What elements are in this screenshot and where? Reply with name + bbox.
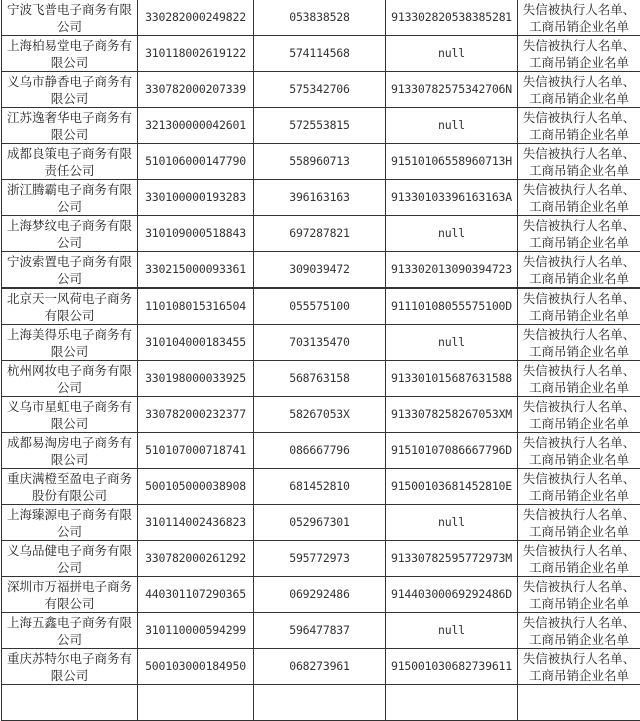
credit-code-cell: 91330782575342706N <box>386 72 518 108</box>
organization-code-cell: 575342706 <box>254 72 386 108</box>
table-row <box>2 36 640 72</box>
company-name-cell: 重庆满橙至盈电子商务股份有限公司 <box>2 469 138 505</box>
credit-code-cell: 91510106558960713H <box>386 144 518 180</box>
table-row <box>2 72 640 108</box>
registration-number-cell: 510106000147790 <box>138 144 254 180</box>
empty-cell <box>2 685 138 721</box>
credit-code-cell: null <box>386 613 518 649</box>
company-name-cell: 上海梦纹电子商务有限公司 <box>2 216 138 252</box>
credit-code-cell: 91330782595772973M <box>386 541 518 577</box>
credit-code-cell: null <box>386 505 518 541</box>
organization-code-cell: 58267053X <box>254 397 386 433</box>
registration-number-cell: 500105000038908 <box>138 469 254 505</box>
list-status-cell: 失信被执行人名单、工商吊销企业名单 <box>518 108 640 144</box>
credit-code-cell: 91330103396163163A <box>386 180 518 216</box>
company-name-cell: 宁波索置电子商务有限公司 <box>2 252 138 289</box>
table-row <box>2 0 640 36</box>
company-name-cell: 杭州网妆电子商务有限公司 <box>2 361 138 397</box>
table-row <box>2 108 640 144</box>
empty-cell <box>254 685 386 721</box>
list-status-cell: 失信被执行人名单、工商吊销企业名单 <box>518 144 640 180</box>
credit-code-cell: 91510107086667796D <box>386 433 518 469</box>
table-row <box>2 469 640 505</box>
table-row <box>2 288 640 325</box>
empty-cell <box>518 685 640 721</box>
registration-number-cell: 330782000261292 <box>138 541 254 577</box>
organization-code-cell: 558960713 <box>254 144 386 180</box>
registration-number-cell: 310104000183455 <box>138 325 254 361</box>
company-name-cell: 上海五鑫电子商务有限公司 <box>2 613 138 649</box>
company-name-cell: 义乌品健电子商务有限公司 <box>2 541 138 577</box>
list-status-cell: 失信被执行人名单、工商吊销企业名单 <box>518 0 640 36</box>
list-status-cell: 失信被执行人名单、工商吊销企业名单 <box>518 72 640 108</box>
organization-code-cell: 068273961 <box>254 649 386 685</box>
list-status-cell: 失信被执行人名单、工商吊销企业名单 <box>518 361 640 397</box>
list-status-cell: 失信被执行人名单、工商吊销企业名单 <box>518 541 640 577</box>
credit-code-cell: 91440300069292486D <box>386 577 518 613</box>
company-table <box>1 0 640 721</box>
credit-code-cell: null <box>386 108 518 144</box>
company-name-cell: 上海柏易堂电子商务有限公司 <box>2 36 138 72</box>
list-status-cell: 失信被执行人名单、工商吊销企业名单 <box>518 252 640 289</box>
company-name-cell: 义乌市静香电子商务有限公司 <box>2 72 138 108</box>
registration-number-cell: 330782000207339 <box>138 72 254 108</box>
organization-code-cell: 055575100 <box>254 288 386 325</box>
organization-code-cell: 396163163 <box>254 180 386 216</box>
credit-code-cell: 91500103681452810E <box>386 469 518 505</box>
registration-number-cell: 330282000249822 <box>138 0 254 36</box>
organization-code-cell: 596477837 <box>254 613 386 649</box>
company-name-cell: 宁波飞普电子商务有限公司 <box>2 0 138 36</box>
registration-number-cell: 321300000042601 <box>138 108 254 144</box>
credit-code-cell: 913301015687631588 <box>386 361 518 397</box>
organization-code-cell: 309039472 <box>254 252 386 289</box>
registration-number-cell: 310110000594299 <box>138 613 254 649</box>
company-name-cell: 重庆苏特尔电子商务有限公司 <box>2 649 138 685</box>
registration-number-cell: 310114002436823 <box>138 505 254 541</box>
company-name-cell: 成都易淘房电子商务有限公司 <box>2 433 138 469</box>
registration-number-cell: 310109000518843 <box>138 216 254 252</box>
list-status-cell: 失信被执行人名单、工商吊销企业名单 <box>518 469 640 505</box>
table-row <box>2 397 640 433</box>
company-name-cell: 成都良策电子商务有限责任公司 <box>2 144 138 180</box>
credit-code-cell: 913302013090394723 <box>386 252 518 289</box>
table-row <box>2 325 640 361</box>
company-name-cell: 深圳市万福拼电子商务有限公司 <box>2 577 138 613</box>
company-name-cell: 上海美得乐电子商务有限公司 <box>2 325 138 361</box>
table-body <box>2 0 640 721</box>
organization-code-cell: 703135470 <box>254 325 386 361</box>
company-name-cell: 江苏逸奢华电子商务有限公司 <box>2 108 138 144</box>
organization-code-cell: 568763158 <box>254 361 386 397</box>
credit-code-cell: 9133078258267053XM <box>386 397 518 433</box>
registration-number-cell: 330782000232377 <box>138 397 254 433</box>
list-status-cell: 失信被执行人名单、工商吊销企业名单 <box>518 505 640 541</box>
registration-number-cell: 440301107290365 <box>138 577 254 613</box>
list-status-cell: 失信被执行人名单、工商吊销企业名单 <box>518 180 640 216</box>
list-status-cell: 失信被执行人名单、工商吊销企业名单 <box>518 649 640 685</box>
table-row <box>2 505 640 541</box>
table-row <box>2 541 640 577</box>
list-status-cell: 失信被执行人名单、工商吊销企业名单 <box>518 325 640 361</box>
table-row <box>2 649 640 685</box>
organization-code-cell: 052967301 <box>254 505 386 541</box>
table-row <box>2 361 640 397</box>
table-row <box>2 144 640 180</box>
company-name-cell: 义乌市星虹电子商务有限公司 <box>2 397 138 433</box>
credit-code-cell: null <box>386 325 518 361</box>
registration-number-cell: 330100000193283 <box>138 180 254 216</box>
company-name-cell: 北京天一风荷电子商务有限公司 <box>2 288 138 325</box>
list-status-cell: 失信被执行人名单、工商吊销企业名单 <box>518 288 640 325</box>
table-row <box>2 685 640 721</box>
list-status-cell: 失信被执行人名单、工商吊销企业名单 <box>518 36 640 72</box>
registration-number-cell: 310118002619122 <box>138 36 254 72</box>
registration-number-cell: 510107000718741 <box>138 433 254 469</box>
table-row <box>2 433 640 469</box>
credit-code-cell: 91110108055575100D <box>386 288 518 325</box>
list-status-cell: 失信被执行人名单、工商吊销企业名单 <box>518 216 640 252</box>
organization-code-cell: 086667796 <box>254 433 386 469</box>
company-name-cell: 浙江腾霸电子商务有限公司 <box>2 180 138 216</box>
registration-number-cell: 330215000093361 <box>138 252 254 289</box>
organization-code-cell: 681452810 <box>254 469 386 505</box>
list-status-cell: 失信被执行人名单、工商吊销企业名单 <box>518 397 640 433</box>
organization-code-cell: 574114568 <box>254 36 386 72</box>
organization-code-cell: 069292486 <box>254 577 386 613</box>
registration-number-cell: 330198000033925 <box>138 361 254 397</box>
list-status-cell: 失信被执行人名单、工商吊销企业名单 <box>518 613 640 649</box>
list-status-cell: 失信被执行人名单、工商吊销企业名单 <box>518 577 640 613</box>
registration-number-cell: 110108015316504 <box>138 288 254 325</box>
organization-code-cell: 053838528 <box>254 0 386 36</box>
table-row <box>2 252 640 289</box>
credit-code-cell: 915001030682739611 <box>386 649 518 685</box>
credit-code-cell: null <box>386 36 518 72</box>
empty-cell <box>138 685 254 721</box>
credit-code-cell: 91330282053838528 1 <box>386 0 518 36</box>
table-row <box>2 216 640 252</box>
credit-code-cell: null <box>386 216 518 252</box>
organization-code-cell: 595772973 <box>254 541 386 577</box>
company-name-cell: 上海臻源电子商务有限公司 <box>2 505 138 541</box>
organization-code-cell: 572553815 <box>254 108 386 144</box>
registration-number-cell: 500103000184950 <box>138 649 254 685</box>
table-row <box>2 577 640 613</box>
table-row <box>2 180 640 216</box>
table-row <box>2 613 640 649</box>
list-status-cell: 失信被执行人名单、工商吊销企业名单 <box>518 433 640 469</box>
empty-cell <box>386 685 518 721</box>
organization-code-cell: 697287821 <box>254 216 386 252</box>
